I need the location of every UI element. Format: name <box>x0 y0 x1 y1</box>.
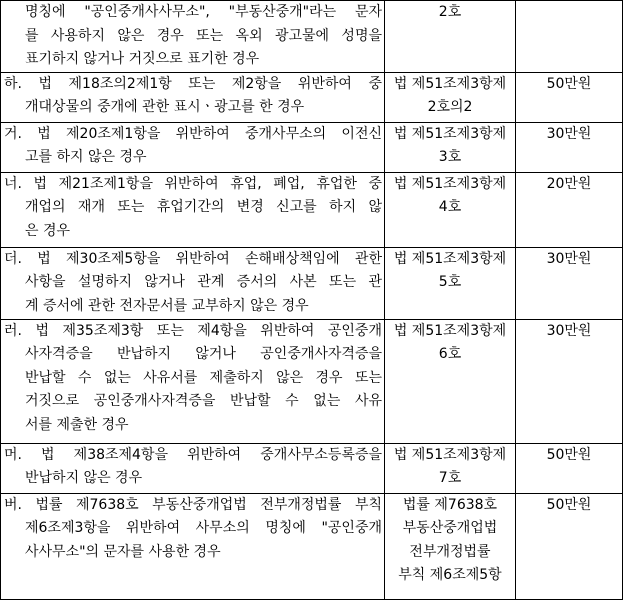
legal-basis-cell <box>385 247 516 319</box>
table-row <box>1 72 623 122</box>
table-row <box>1 443 623 493</box>
violation-line: 반납하지 않은 경우 <box>25 470 143 486</box>
legal-basis-line: 5호 <box>438 274 462 290</box>
fine-amount: 30만원 <box>546 250 592 267</box>
fine-amount: 50만원 <box>546 496 592 513</box>
legal-basis-line: 부칙 제6조제5항 <box>398 567 502 583</box>
legal-basis-line: 6호 <box>438 346 462 362</box>
legal-basis-line: 3호 <box>438 149 462 165</box>
violation-line: 개업의 재개 또는 휴업기간의 변경 신고를 하지 않 <box>25 199 382 215</box>
legal-basis-cell <box>385 72 516 122</box>
table-row <box>1 247 623 319</box>
violation-line: 서를 제출한 경우 <box>25 416 129 433</box>
fine-cell <box>516 72 623 122</box>
violation-line: 머. 법 제38조제4항을 위반하여 중개사무소등록증을 <box>4 446 382 463</box>
legal-basis-line: 법 제51조제3항제 <box>393 322 507 339</box>
violation-cell <box>1 172 385 247</box>
legal-basis-line: 2호 <box>438 4 462 20</box>
legal-basis-line: 법 제51조제3항제 <box>393 175 507 192</box>
violation-line: 거. 법 제20조제1항을 위반하여 중개사무소의 이전신 <box>4 125 382 142</box>
legal-basis-line: 부동산중개업법 <box>402 520 498 536</box>
fine-cell <box>516 247 623 319</box>
violation-line: 너. 법 제21조제1항을 위반하여 휴업, 폐업, 휴업한 중 <box>4 175 382 192</box>
fine-cell <box>516 443 623 493</box>
fine-cell <box>516 493 623 600</box>
table-row <box>1 319 623 443</box>
legal-basis-line: 법 제51조제3항제 <box>393 250 507 267</box>
legal-basis-line: 법 제51조제3항제 <box>393 446 507 463</box>
fine-cell <box>516 122 623 172</box>
fine-amount: 50만원 <box>546 75 592 92</box>
fine-cell <box>516 319 623 443</box>
violation-line: 하. 법 제18조의2제1항 또는 제2항을 위반하여 중 <box>4 75 382 92</box>
violation-cell <box>1 319 385 443</box>
legal-basis-line: 법률 제7638호 <box>402 496 498 513</box>
fine-cell <box>516 172 623 247</box>
violation-line: 개대상물의 중개에 관한 표시ㆍ광고를 한 경우 <box>25 99 305 115</box>
legal-basis-line: 법 제51조제3항제 <box>393 75 507 92</box>
violation-line: 사항을 설명하지 않거나 관계 증서의 사본 또는 관 <box>25 274 382 290</box>
violation-cell <box>1 493 385 600</box>
fine-amount <box>516 1 622 25</box>
fine-amount: 30만원 <box>546 125 592 142</box>
legal-basis-line: 4호 <box>438 199 462 215</box>
violation-line: 계 증서에 관한 전자문서를 교부하지 않은 경우 <box>25 297 309 314</box>
legal-basis-cell <box>385 122 516 172</box>
legal-basis-cell <box>385 172 516 247</box>
violation-line: 은 경우 <box>25 222 71 239</box>
violation-cell <box>1 247 385 319</box>
violation-line: 반납할 수 없는 사유서를 제출하지 않은 경우 또는 <box>25 369 382 386</box>
legal-basis-cell <box>385 319 516 443</box>
table-row <box>1 172 623 247</box>
violation-line: 사자격증을 반납하지 않거나 공인중개사자격증을 <box>25 346 382 362</box>
legal-basis-cell <box>385 493 516 600</box>
violation-cell <box>1 1 385 73</box>
legal-basis-line: 7호 <box>438 470 462 486</box>
legal-basis-cell <box>385 1 516 73</box>
table-row <box>1 493 623 600</box>
violation-line: 버. 법률 제7638호 부동산중개업법 전부개정법률 부칙 <box>4 496 382 513</box>
violation-cell <box>1 443 385 493</box>
violation-cell <box>1 122 385 172</box>
fine-cell <box>516 1 623 73</box>
violation-line: 제6조제3항을 위반하여 사무소의 명칭에 "공인중개 <box>25 520 382 536</box>
table-row <box>1 1 623 73</box>
legal-basis-line: 법 제51조제3항제 <box>393 125 507 142</box>
legal-basis-line: 2호의2 <box>427 99 473 115</box>
violation-line: 고를 하지 않은 경우 <box>25 149 147 165</box>
fine-amount: 30만원 <box>546 322 592 339</box>
violation-line: 를 사용하지 않은 경우 또는 옥외 광고물에 성명을 <box>25 27 382 44</box>
violation-line: 사사무소"의 문자를 사용한 경우 <box>25 543 221 560</box>
violation-line: 표기하지 않거나 거짓으로 표기한 경우 <box>25 51 260 67</box>
violation-line: 더. 법 제30조제5항을 위반하여 손해배상책임에 관한 <box>4 250 382 267</box>
violation-line: 명칭에 "공인중개사사무소", "부동산중개"라는 문자 <box>25 4 382 20</box>
legal-basis-line: 전부개정법률 <box>409 543 491 560</box>
violation-cell <box>1 72 385 122</box>
table-row <box>1 122 623 172</box>
fine-amount: 50만원 <box>546 446 592 463</box>
legal-basis-cell <box>385 443 516 493</box>
violation-line: 러. 법 제35조제3항 또는 제4항을 위반하여 공인중개 <box>4 322 382 339</box>
violation-line: 거짓으로 공인중개사자격증을 반납할 수 없는 사유 <box>25 393 382 409</box>
fine-amount: 20만원 <box>546 175 592 192</box>
